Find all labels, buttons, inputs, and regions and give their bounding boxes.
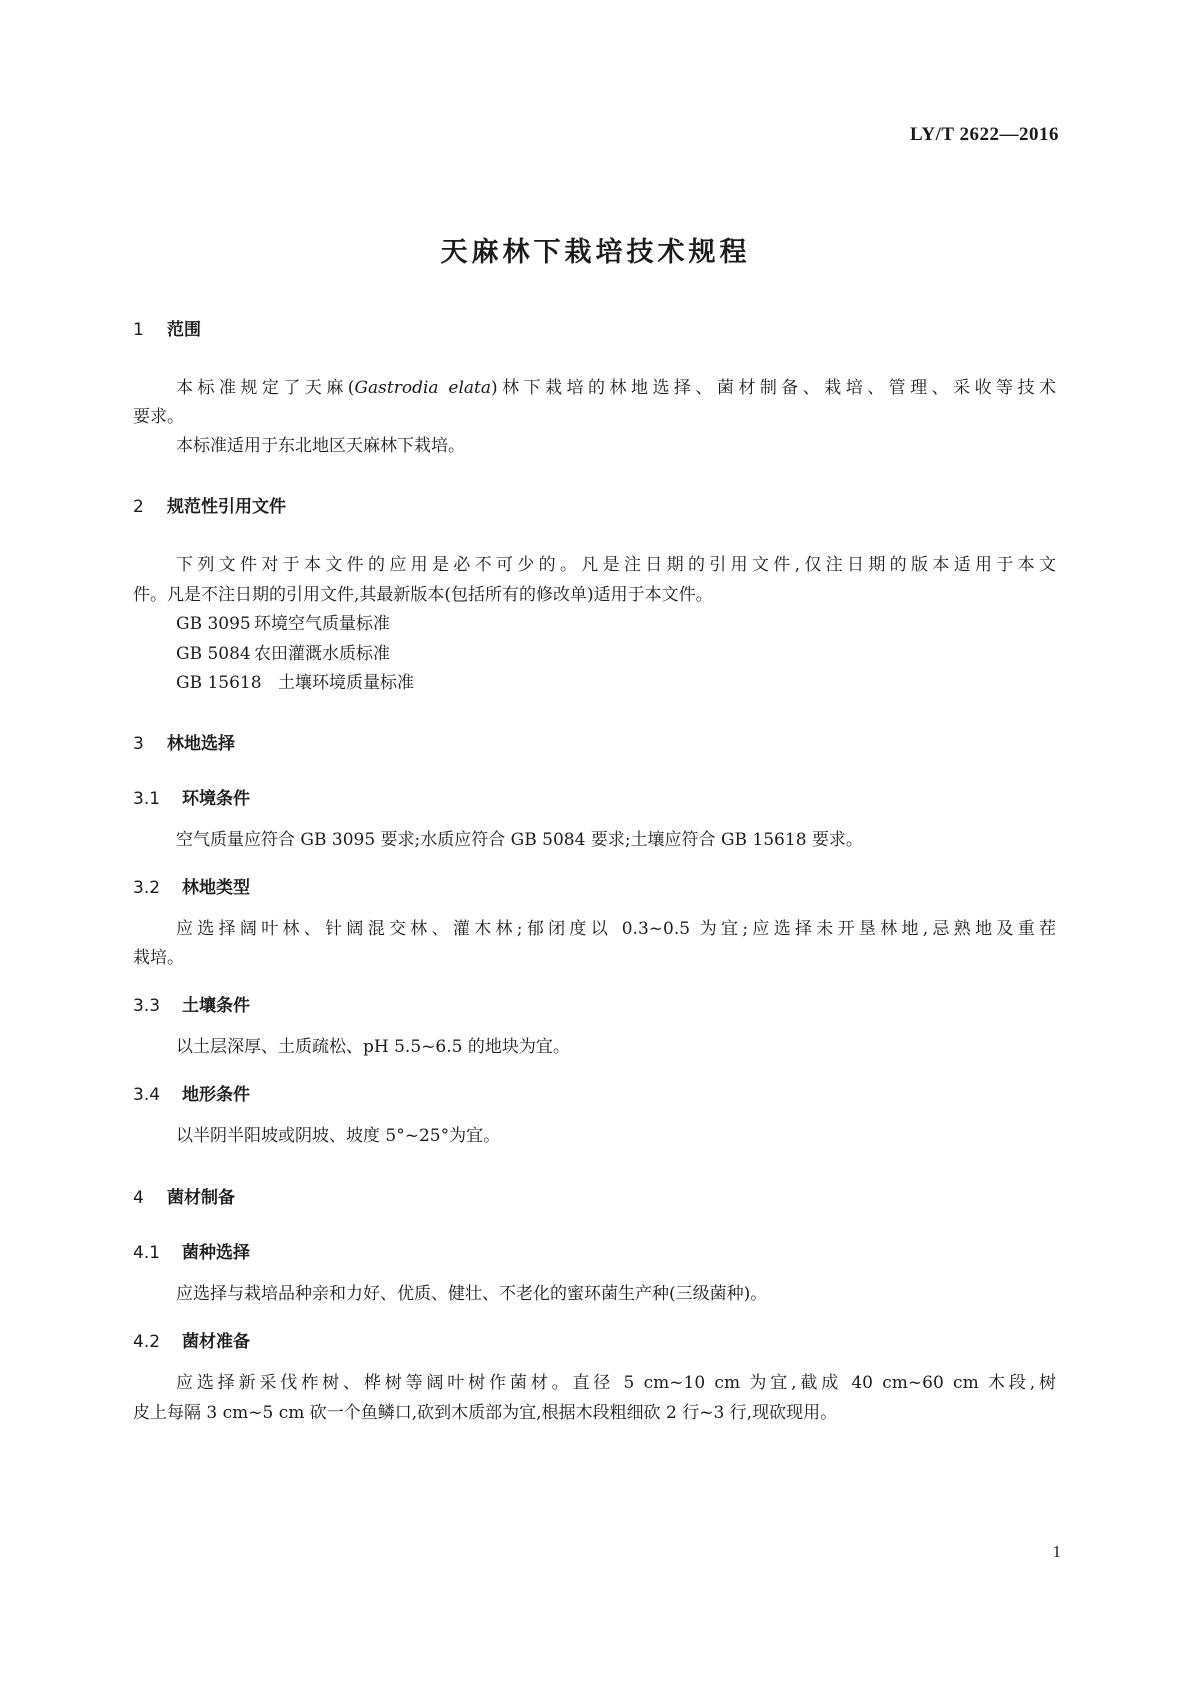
section-3-number: 3 <box>133 734 144 754</box>
section-2-title: 规范性引用文件 <box>167 497 286 517</box>
subsection-4-2-line-2: 皮上每隔 3 cm~5 cm 砍一个鱼鳞口,砍到木质部为宜,根据木段粗细砍 2 行~3 行,现砍现用。 <box>133 1403 838 1423</box>
genus-name: Gastrodia <box>354 378 439 398</box>
section-3-heading <box>133 729 235 754</box>
subsection-4-2-heading: 4.2 菌材准备 <box>133 1332 250 1352</box>
subsection-3-1-text: 空气质量应符合 GB 3095 要求;水质应符合 GB 5084 要求;土壤应符合 GB 15618 要求。 <box>176 830 863 850</box>
subsection-4-2-line-1: 应选择新采伐柞树、桦树等阔叶树作菌材。直径 5 cm~10 cm 为宜,截成 40 cm~60 cm 木段,树 <box>176 1373 1056 1393</box>
subsection-3-2-heading: 3.2 林地类型 <box>133 878 250 898</box>
section-4-heading <box>133 1183 235 1208</box>
subsection-3-4-text: 以半阴半阳坡或阴坡、坡度 5°~25°为宜。 <box>176 1126 501 1146</box>
subsection-3-3-text: 以土层深厚、土质疏松、pH 5.5~6.5 的地块为宜。 <box>176 1037 570 1057</box>
subsection-3-2-line-2: 栽培。 <box>133 948 184 968</box>
section-4-title: 菌材制备 <box>167 1188 235 1208</box>
document-code: LY/T 2622—2016 <box>909 124 1059 145</box>
page-number: 1 <box>1052 1542 1061 1561</box>
subsection-3-2-line-1: 应选择阔叶林、针阔混交林、灌木林;郁闭度以 0.3~0.5 为宜;应选择未开垦林地,忌熟地及重茬 <box>176 919 1056 939</box>
section-1-paragraph-1-line-2: 要求。 <box>133 407 184 427</box>
section-4-number: 4 <box>133 1188 144 1208</box>
subsection-4-1-text: 应选择与栽培品种亲和力好、优质、健壮、不老化的蜜环菌生产种(三级菌种)。 <box>176 1284 768 1304</box>
section-2-paragraph-line-1: 下列文件对于本文件的应用是必不可少的。凡是注日期的引用文件,仅注日期的版本适用于本文 <box>176 555 1056 575</box>
section-1-paragraph-2: 本标准适用于东北地区天麻林下栽培。 <box>176 436 465 456</box>
subsection-3-3-heading: 3.3 土壤条件 <box>133 996 250 1016</box>
document-title: 天麻林下栽培技术规程 <box>440 237 751 268</box>
reference-item: GB 3095 环境空气质量标准 <box>176 614 390 634</box>
section-1-paragraph-1-line-1: 本标准规定了天麻(Gastrodia elata)林下栽培的林地选择、菌材制备、栽培、管理、采收等技术 <box>176 378 1057 398</box>
reference-item: GB 15618 土壤环境质量标准 <box>176 673 414 693</box>
section-1-heading <box>133 315 201 340</box>
section-2-number: 2 <box>133 497 144 517</box>
subsection-3-4-heading: 3.4 地形条件 <box>133 1085 250 1105</box>
section-3-title: 林地选择 <box>167 734 235 754</box>
species-name: elata <box>448 378 492 398</box>
section-2-paragraph-line-2: 件。凡是不注日期的引用文件,其最新版本(包括所有的修改单)适用于本文件。 <box>133 585 713 605</box>
subsection-3-1-heading: 3.1 环境条件 <box>133 789 250 809</box>
subsection-4-1-heading: 4.1 菌种选择 <box>133 1243 250 1263</box>
section-1-title: 范围 <box>167 320 201 340</box>
reference-item: GB 5084 农田灌溉水质标准 <box>176 644 390 664</box>
section-2-heading <box>133 492 286 517</box>
section-1-number: 1 <box>133 320 144 340</box>
